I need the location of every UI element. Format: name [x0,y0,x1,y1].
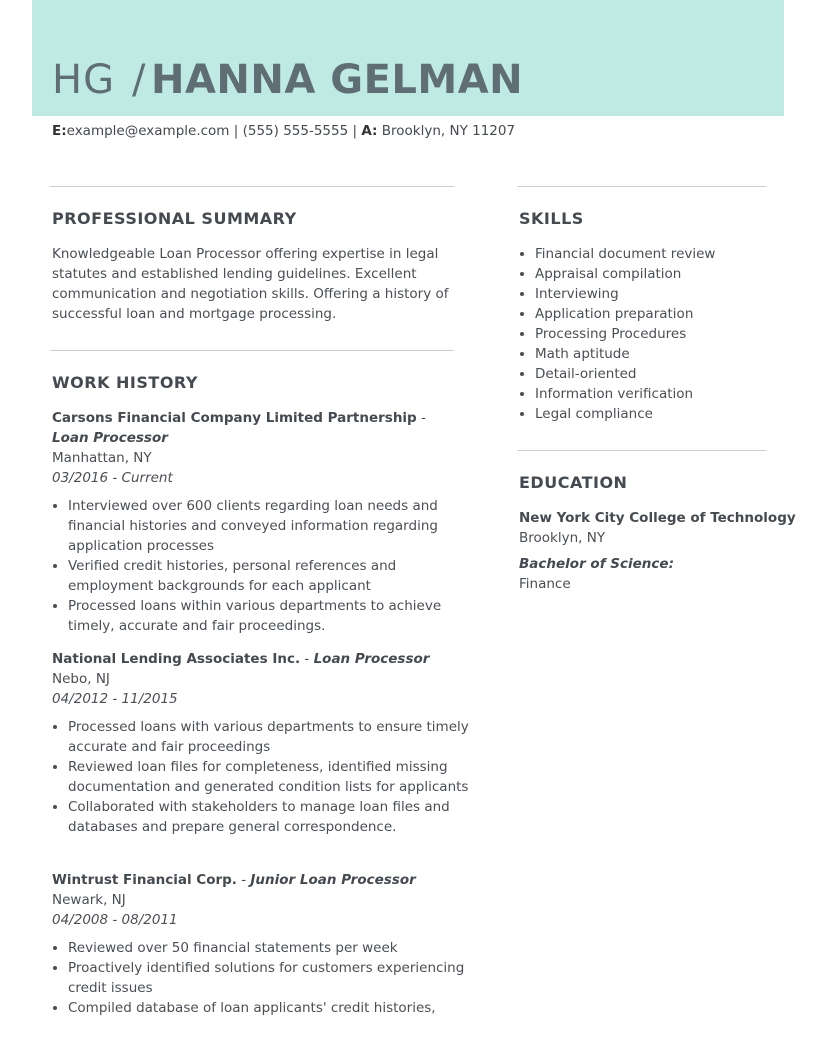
job-separator: - [236,872,251,888]
job-bullets [52,717,472,837]
email-value: example@example.com [66,123,230,139]
job-bullet: • Verified credit histories, personal references and employment backgrounds for each applicant [68,556,458,596]
skill-item: • Legal compliance [535,404,782,424]
address-label: A: [361,123,378,139]
education-separator: : [668,556,674,572]
skill-item: • Interviewing [535,284,782,304]
skill-item: • Information verification [535,384,782,404]
section-divider [517,186,766,187]
skills-title: SKILLS [519,209,584,228]
job-dates: 03/2016 - Current [52,470,173,486]
contact-separator: | [348,123,362,139]
job-bullet: • Reviewed loan files for completeness, identified missing documentation and generated condition lists for applicants [68,757,472,797]
skill-item: • Math aptitude [535,344,782,364]
job-bullet: • Processed loans within various departments to achieve timely, accurate and fair proceedings. [68,596,458,636]
education-field: Finance [519,576,571,592]
education-degree-line [519,554,674,574]
section-divider [50,186,454,187]
skill-item: • Financial document review [535,244,782,264]
contact-line [52,122,515,140]
job-heading [52,408,452,448]
job-dates: 04/2008 - 08/2011 [52,912,178,928]
work-history-title: WORK HISTORY [52,373,198,392]
job-heading [52,870,452,890]
education-school: New York City College of Technology [519,510,796,526]
skill-item: • Application preparation [535,304,782,324]
email-label: E: [52,123,67,139]
skills-list [519,244,782,424]
name-initials: HG [52,57,116,103]
job-bullet: • Compiled database of loan applicants' credit histories, [68,998,468,1018]
job-separator: - [416,410,426,426]
full-name: HANNA GELMAN [151,57,524,103]
job-bullets [52,938,468,1018]
job-company: Wintrust Financial Corp. [52,872,237,888]
phone-value: (555) 555-5555 [242,123,349,139]
job-title: Junior Loan Processor [250,872,416,888]
education-location: Brooklyn, NY [519,530,606,546]
job-bullet: • Proactively identified solutions for customers experiencing credit issues [68,958,468,998]
name-separator: / [132,57,146,103]
job-title: Loan Processor [313,651,430,667]
job-separator: - [300,651,314,667]
job-company: National Lending Associates Inc. [52,651,301,667]
skill-item: • Detail-oriented [535,364,782,384]
education-title: EDUCATION [519,473,628,492]
job-bullet: • Reviewed over 50 financial statements per week [68,938,468,958]
job-heading [52,649,452,669]
job-company: Carsons Financial Company Limited Partnership [52,410,417,426]
skill-item: • Processing Procedures [535,324,782,344]
job-dates: 04/2012 - 11/2015 [52,691,178,707]
job-bullet: • Collaborated with stakeholders to manage loan files and databases and prepare general correspondence. [68,797,472,837]
job-bullet: • Processed loans with various departments to ensure timely accurate and fair proceedings [68,717,472,757]
summary-title: PROFESSIONAL SUMMARY [52,209,297,228]
address-value: Brooklyn, NY 11207 [381,123,516,139]
job-location: Newark, NJ [52,892,126,908]
section-divider [50,350,454,351]
contact-separator: | [229,123,243,139]
summary-text: Knowledgeable Loan Processor offering expertise in legal statutes and established lending guidelines. Excellent communication and negotiation skills. Offering a history of successful loan and mortgage processing. [52,246,449,322]
job-bullet: • Interviewed over 600 clients regarding loan needs and financial histories and conveyed information regarding application processes [68,496,458,556]
job-bullets [52,496,458,636]
job-location: Manhattan, NY [52,450,152,466]
education-degree: Bachelor of Science [519,556,669,572]
section-divider [517,450,766,451]
job-location: Nebo, NJ [52,671,110,687]
job-title: Loan Processor [52,430,168,446]
skill-item: • Appraisal compilation [535,264,782,284]
